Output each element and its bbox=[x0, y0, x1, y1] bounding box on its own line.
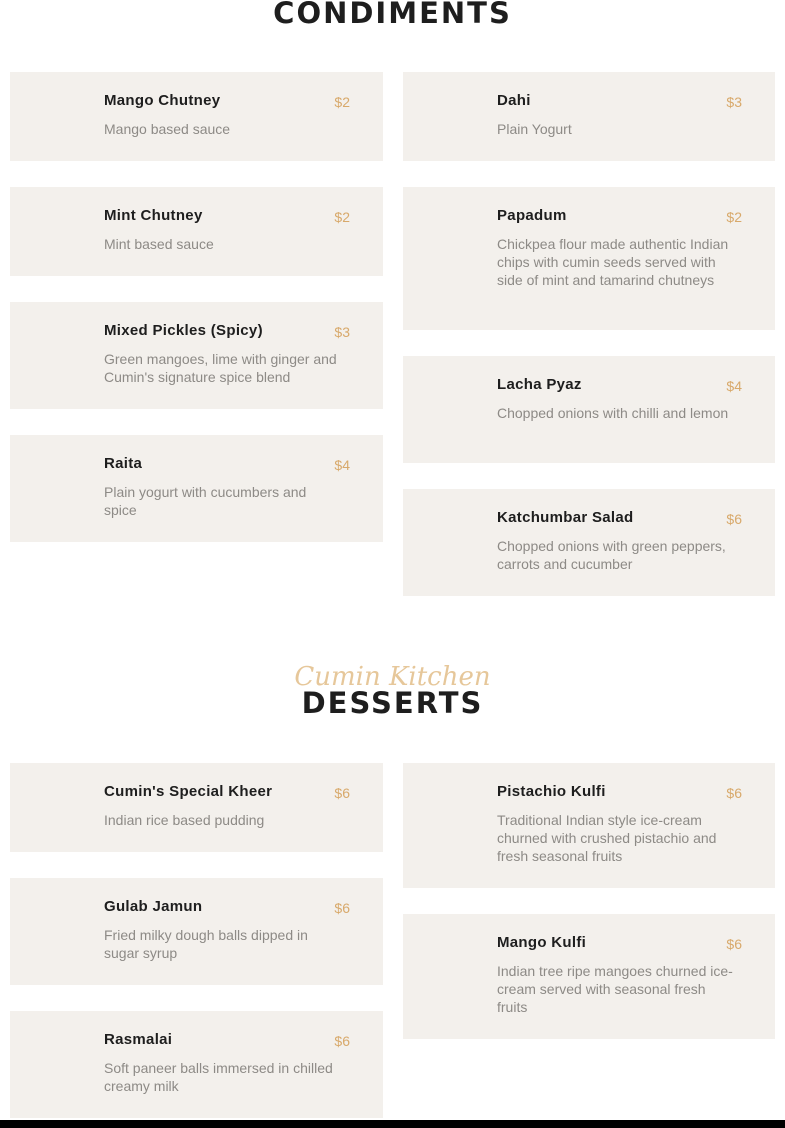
item-price: $2 bbox=[334, 209, 350, 225]
item-name: Mango Chutney bbox=[104, 92, 221, 109]
item-name: Mango Kulfi bbox=[497, 934, 587, 951]
menu-item-card bbox=[10, 72, 383, 161]
item-name: Papadum bbox=[497, 207, 567, 224]
menu-item-card bbox=[10, 187, 383, 276]
menu-item-card bbox=[10, 1011, 383, 1118]
item-price: $6 bbox=[726, 936, 742, 952]
item-description: Indian tree ripe mangoes churned ice-cream served with seasonal fresh fruits bbox=[497, 963, 733, 1015]
menu-item-card bbox=[403, 914, 775, 1039]
desserts-heading: DESSERTS bbox=[301, 686, 484, 720]
menu-item-card bbox=[10, 435, 383, 542]
menu-item-card bbox=[10, 878, 383, 985]
menu-item-card bbox=[10, 302, 383, 409]
item-description: Plain yogurt with cucumbers and spice bbox=[104, 484, 307, 518]
menu-item-card bbox=[403, 356, 775, 463]
item-description: Mango based sauce bbox=[104, 121, 231, 137]
menu-item-card bbox=[403, 72, 775, 161]
item-description: Soft paneer balls immersed in chilled creamy milk bbox=[104, 1060, 333, 1094]
item-name: Lacha Pyaz bbox=[497, 376, 582, 393]
condiments-heading: CONDIMENTS bbox=[273, 0, 512, 30]
item-price: $6 bbox=[334, 900, 350, 916]
item-description: Green mangoes, lime with ginger and Cumin's signature spice blend bbox=[104, 351, 337, 385]
menu-item-card bbox=[403, 763, 775, 888]
item-description: Chopped onions with green peppers, carrots and cucumber bbox=[497, 538, 726, 572]
item-description: Mint based sauce bbox=[104, 236, 214, 252]
item-description: Traditional Indian style ice-cream churned with crushed pistachio and fresh seasonal fruits bbox=[497, 812, 717, 864]
item-name: Mixed Pickles (Spicy) bbox=[104, 322, 263, 339]
item-price: $6 bbox=[334, 1033, 350, 1049]
item-price: $2 bbox=[334, 94, 350, 110]
item-price: $6 bbox=[334, 785, 350, 801]
menu-item-card bbox=[403, 187, 775, 330]
item-price: $3 bbox=[726, 94, 742, 110]
item-description: Chopped onions with chilli and lemon bbox=[497, 405, 729, 421]
item-description: Fried milky dough balls dipped in sugar syrup bbox=[104, 927, 308, 961]
item-name: Pistachio Kulfi bbox=[497, 783, 606, 800]
item-description: Plain Yogurt bbox=[497, 121, 572, 137]
item-name: Raita bbox=[104, 455, 143, 472]
item-price: $2 bbox=[726, 209, 742, 225]
item-description: Indian rice based pudding bbox=[104, 812, 265, 828]
menu-item-card bbox=[10, 763, 383, 852]
bottom-bar bbox=[0, 1120, 785, 1128]
item-price: $4 bbox=[334, 457, 350, 473]
item-price: $4 bbox=[726, 378, 742, 394]
item-name: Dahi bbox=[497, 92, 531, 109]
menu-item-card bbox=[403, 489, 775, 596]
item-price: $3 bbox=[334, 324, 350, 340]
item-price: $6 bbox=[726, 785, 742, 801]
item-price: $6 bbox=[726, 511, 742, 527]
item-name: Gulab Jamun bbox=[104, 898, 203, 915]
item-name: Mint Chutney bbox=[104, 207, 203, 224]
brand-script-logo: Cumin Kitchen bbox=[294, 662, 491, 692]
item-name: Cumin's Special Kheer bbox=[104, 783, 273, 800]
item-description: Chickpea flour made authentic Indian chips with cumin seeds served with side of mint and tamarind chutneys bbox=[497, 236, 729, 288]
item-name: Katchumbar Salad bbox=[497, 509, 634, 526]
item-name: Rasmalai bbox=[104, 1031, 173, 1048]
